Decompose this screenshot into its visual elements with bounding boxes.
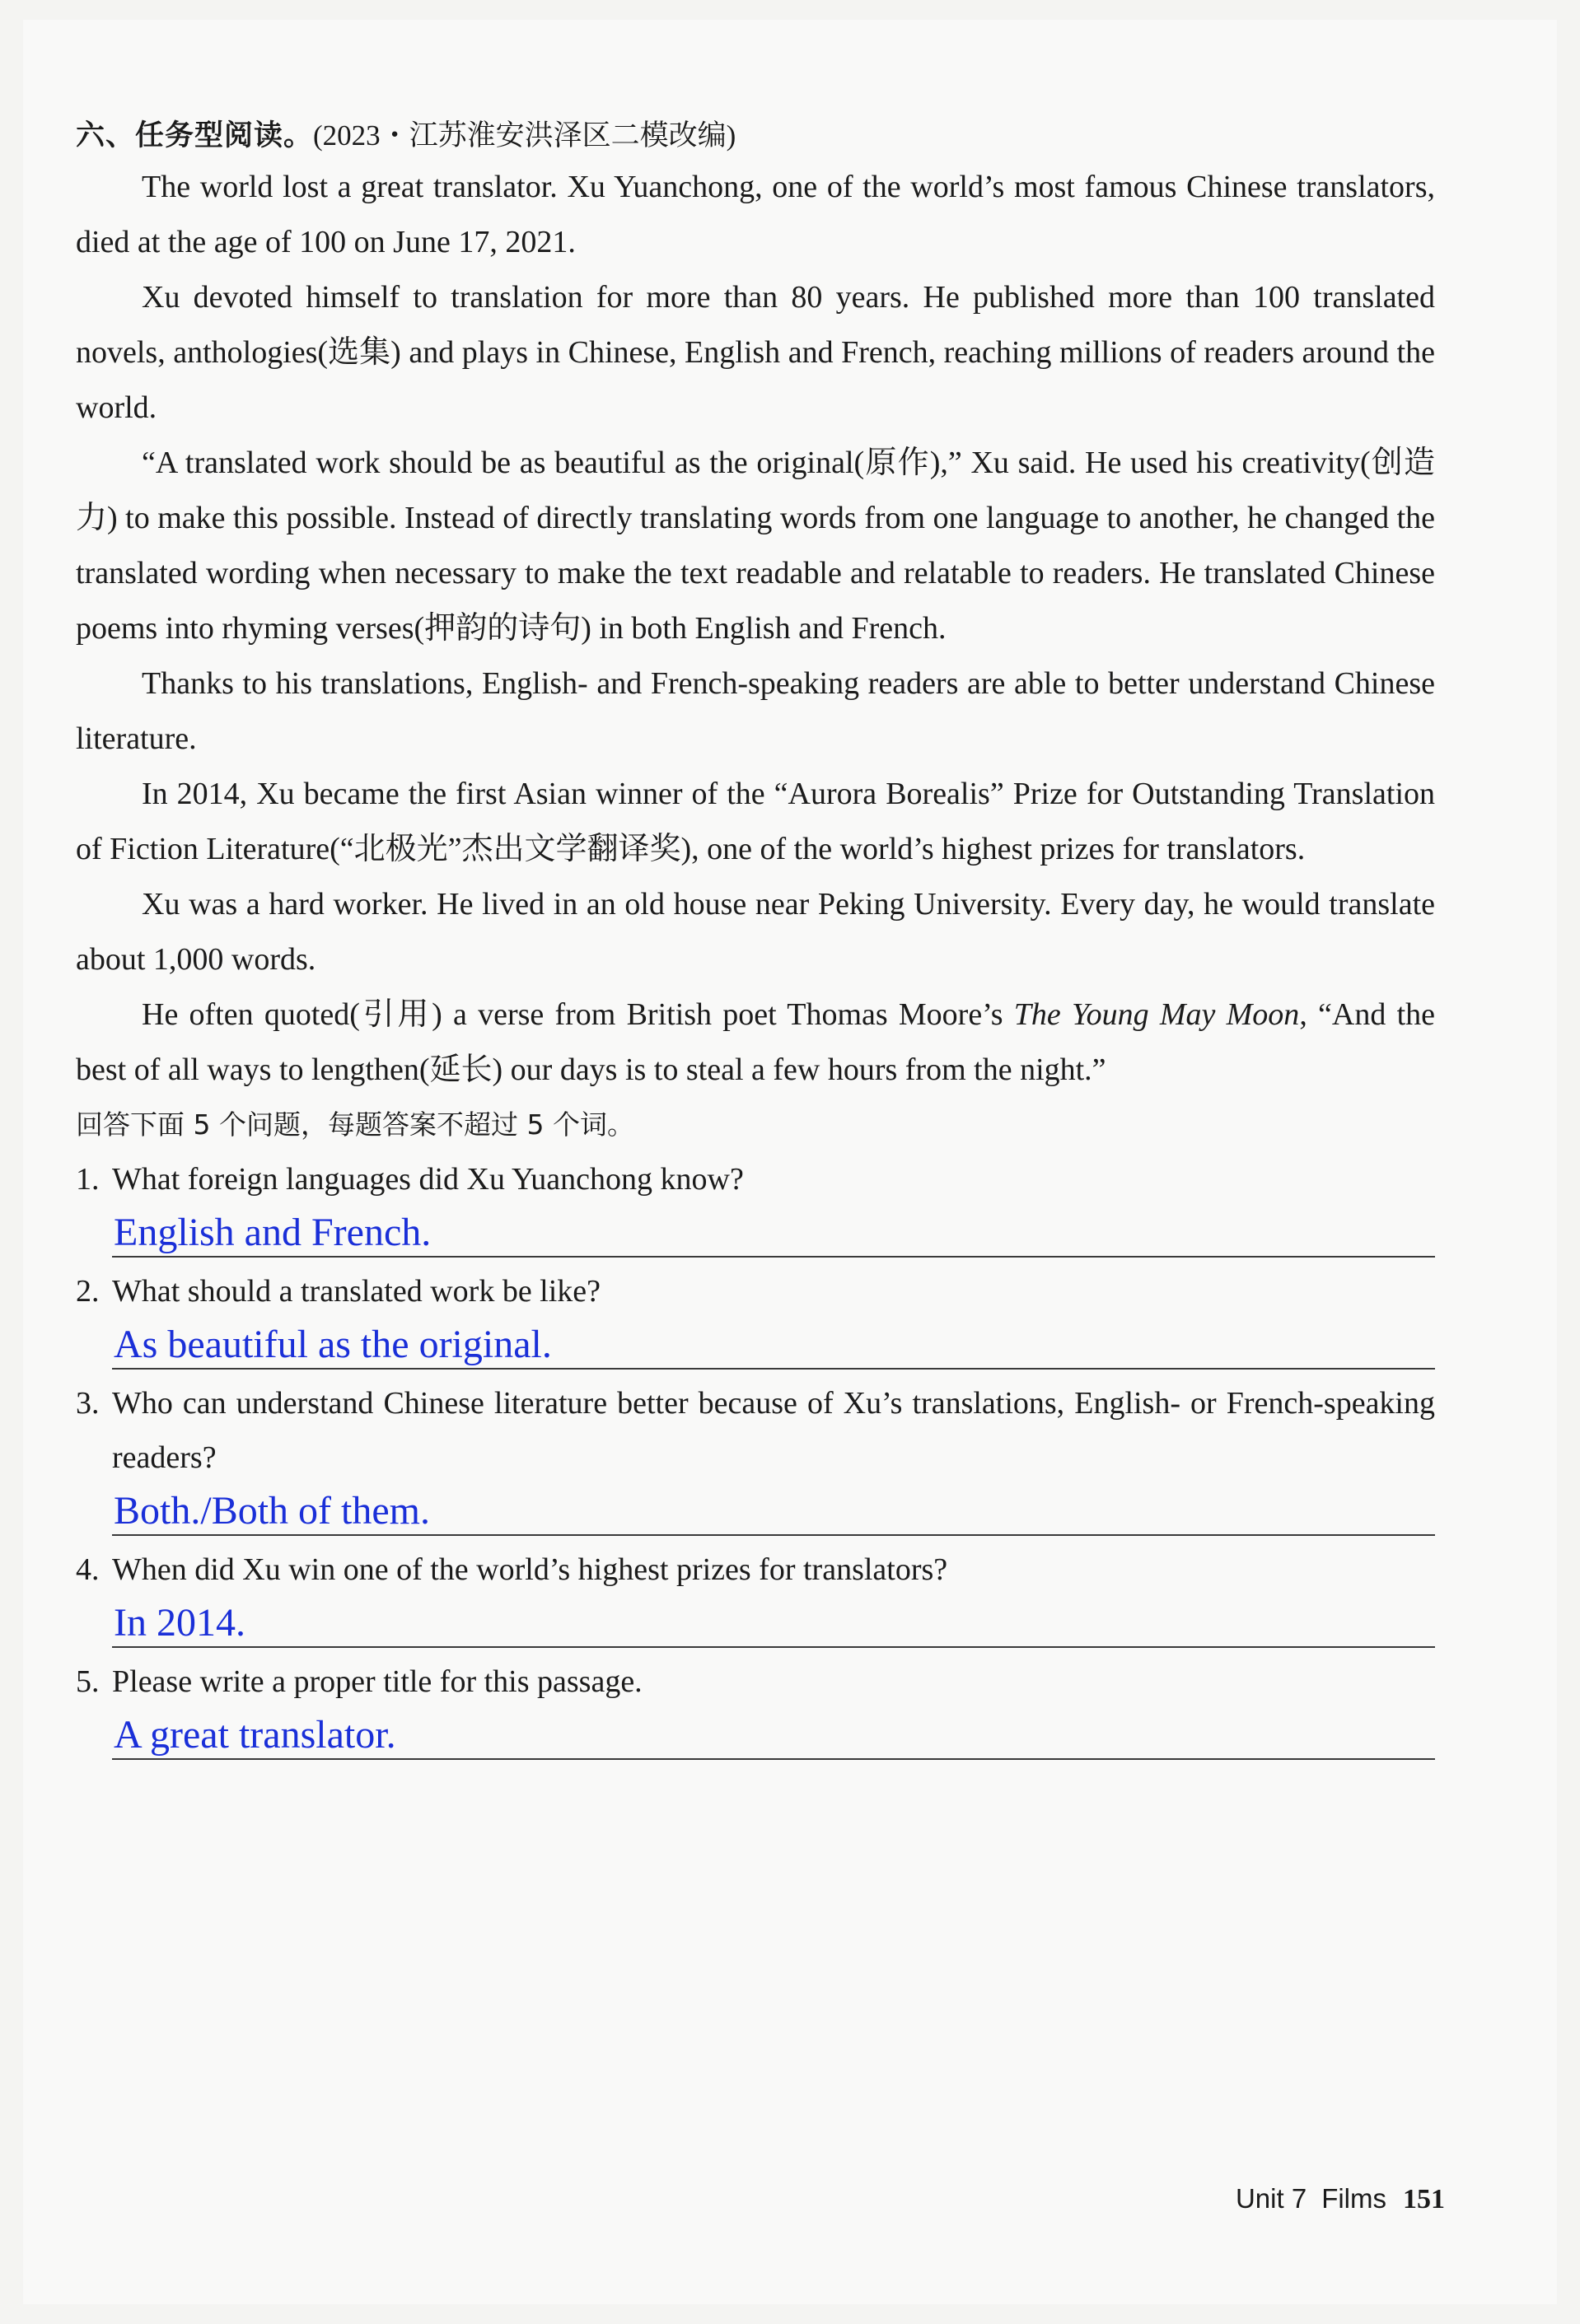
question-number: 3. [76,1386,100,1421]
question-4 [76,1542,1435,1597]
question-1 [76,1152,1435,1206]
page-number: 151 [1403,2184,1445,2214]
question-2 [76,1264,1435,1318]
answer-field-5[interactable] [112,1709,1435,1760]
question-5 [76,1654,1435,1709]
answer-text: As beautiful as the original. [114,1323,552,1366]
answer-text: In 2014. [114,1601,245,1645]
answer-field-1[interactable] [112,1206,1435,1258]
passage-paragraph-7 [76,987,1435,1098]
section-heading: 六、任务型阅读。 [76,119,314,152]
page-footer [1236,2182,1445,2216]
question-3 [76,1376,1435,1485]
question-number: 5. [76,1664,100,1699]
footer-unit: Unit 7 [1235,2183,1307,2214]
passage-paragraph-1: The world lost a great translator. Xu Yuanchong, one of the world’s most famous Chinese translators, died at the age of 100 on June 17, 2021. [76,170,1435,259]
passage-paragraph-2: Xu devoted himself to translation for more than 80 years. He published more than 100 translated novels, anthologies(选集) and plays in Chinese, English and French, reaching millions of readers around the world. [76,280,1435,425]
answer-field-2[interactable] [112,1318,1435,1370]
passage-paragraph-4: Thanks to his translations, English- and French-speaking readers are able to better understand Chinese literature. [76,666,1435,756]
poem-title: The Young May Moon [1013,997,1300,1032]
paragraph-7-quote: , “And the best of all ways to lengthen(延长) our days is to steal a few hours from the night.” [76,997,1436,1087]
question-text: Who can understand Chinese literature better because of Xu’s translations, English- or French-speaking readers? [112,1386,1435,1475]
section-source: (2023・江苏淮安洪泽区二模改编) [313,119,736,152]
answer-text: English and French. [114,1211,432,1254]
passage-paragraph-5: In 2014, Xu became the first Asian winner of the “Aurora Borealis” Prize for Outstanding Translation of Fiction Literature(“北极光”杰出文学翻译奖), one of the world’s highest prizes for translators. [76,777,1435,866]
section-title [76,112,1435,160]
passage-paragraph-3: “A translated work should be as beautiful as the original(原作),” Xu said. He used his creativity(创造力) to make this possible. Instead of directly translating words from one language to another, he changed the translated wording when necessary to make the text readable and relatable to readers. He translated Chinese poems into rhyming verses(押韵的诗句) in both English and French. [76,446,1435,646]
answer-text: A great translator. [114,1713,396,1757]
question-text: Please write a proper title for this passage. [112,1664,643,1699]
answer-text: Both./Both of them. [114,1489,430,1533]
footer-topic: Films [1321,2183,1386,2214]
question-number: 4. [76,1552,100,1587]
question-number: 1. [76,1162,100,1197]
page-content [76,112,1435,1766]
question-number: 2. [76,1274,100,1309]
answer-field-3[interactable] [112,1485,1435,1536]
question-text: When did Xu win one of the world’s highest prizes for translators? [112,1552,948,1587]
question-text: What foreign languages did Xu Yuanchong know? [112,1162,744,1197]
paragraph-7-text: He often quoted(引用) a verse from British poet Thomas Moore’s [142,997,1014,1032]
question-instructions: 回答下面 5 个问题，每题答案不超过 5 个词。 [76,1108,634,1141]
passage-paragraph-6: Xu was a hard worker. He lived in an old house near Peking University. Every day, he would translate about 1,000 words. [76,887,1435,977]
answer-field-4[interactable] [112,1597,1435,1648]
question-text: What should a translated work be like? [112,1274,601,1309]
